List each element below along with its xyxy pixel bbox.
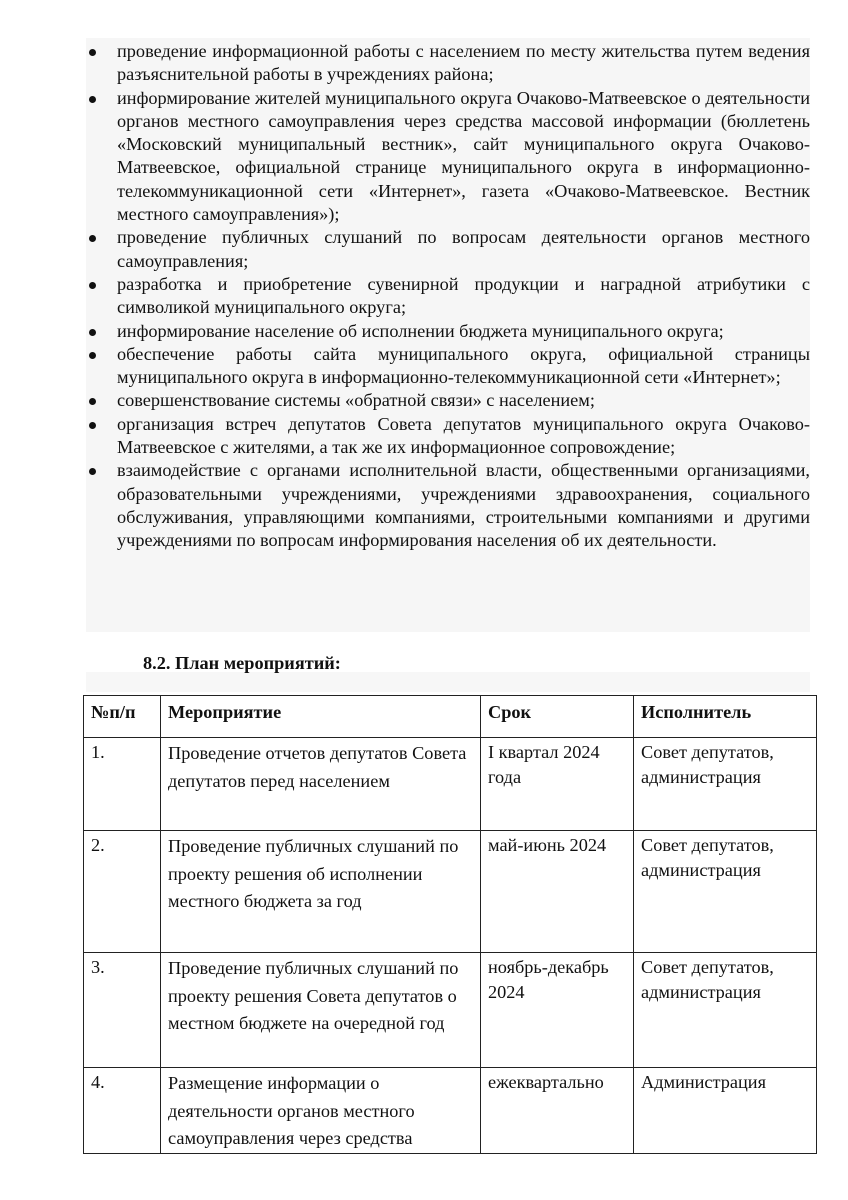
bullet-icon [89,96,96,103]
row-executor: Совет депутатов, администрация [634,953,817,1068]
row-number: 3. [84,953,161,1068]
row-executor: Администрация [634,1068,817,1154]
list-item: информирование жителей муниципального округа Очаково-Матвеевское о деятельности органов местного самоуправления через средства массовой информации (бюллетень «Московский муниципальный вестник», сайт муниципального округа Очаково-Матвеевское, официальной странице муниципального округа в информационно-телекоммуникационной сети «Интернет», газета «Очаково-Матвеевское. Вестник местного самоуправления»); [86,87,810,227]
row-term: май-июнь 2024 [481,831,634,953]
title-background [86,672,810,692]
row-executor: Совет депутатов, администрация [634,831,817,953]
section-title: 8.2. План мероприятий: [143,653,341,673]
list-item: взаимодействие с органами исполнительной власти, общественными организациями, образовательными учреждениями, учреждениями здравоохранения, социального обслуживания, управляющими компаниями, строительными компаниями и другими учреждениями по вопросам информирования населения об их деятельности. [86,459,810,552]
list-item: совершенствование системы «обратной связи» с населением; [86,389,810,412]
header-number: №п/п [84,696,161,738]
bullet-icon [89,282,96,289]
header-executor: Исполнитель [634,696,817,738]
row-number: 1. [84,738,161,831]
header-term: Срок [481,696,634,738]
table-row [84,831,817,953]
table-header-row [84,696,817,738]
row-number: 2. [84,831,161,953]
table-row [84,738,817,831]
events-plan-table [83,695,817,1154]
row-event: Проведение публичных слушаний по проекту решения Совета депутатов о местном бюджете на очередной год [161,953,481,1068]
bullet-icon [89,422,96,429]
bullet-icon [89,352,96,359]
row-executor: Совет депутатов, администрация [634,738,817,831]
bullet-icon [89,329,96,336]
list-item: информирование население об исполнении бюджета муниципального округа; [86,320,810,343]
activity-list [86,40,810,553]
list-item: обеспечение работы сайта муниципального округа, официальной страницы муниципального округа в информационно-телекоммуникационной сети «Интернет»; [86,343,810,390]
list-item: разработка и приобретение сувенирной продукции и наградной атрибутики с символикой муниципального округа; [86,273,810,320]
list-item: организация встреч депутатов Совета депутатов муниципального округа Очаково-Матвеевское с жителями, а так же их информационное сопровождение; [86,413,810,460]
row-event: Размещение информации о деятельности органов местного самоуправления через средства [161,1068,481,1154]
bullet-icon [89,235,96,242]
bullet-icon [89,49,96,56]
row-event: Проведение публичных слушаний по проекту решения об исполнении местного бюджета за год [161,831,481,953]
table-row [84,953,817,1068]
list-item: проведение публичных слушаний по вопросам деятельности органов местного самоуправления; [86,226,810,273]
list-item: проведение информационной работы с населением по месту жительства путем ведения разъяснительной работы в учреждениях района; [86,40,810,87]
row-term: ноябрь-декабрь 2024 [481,953,634,1068]
row-event: Проведение отчетов депутатов Совета депутатов перед населением [161,738,481,831]
row-term: ежеквартально [481,1068,634,1154]
row-number: 4. [84,1068,161,1154]
table-row [84,1068,817,1154]
header-event: Мероприятие [161,696,481,738]
bullet-icon [89,468,96,475]
row-term: I квартал 2024 года [481,738,634,831]
bullet-icon [89,398,96,405]
